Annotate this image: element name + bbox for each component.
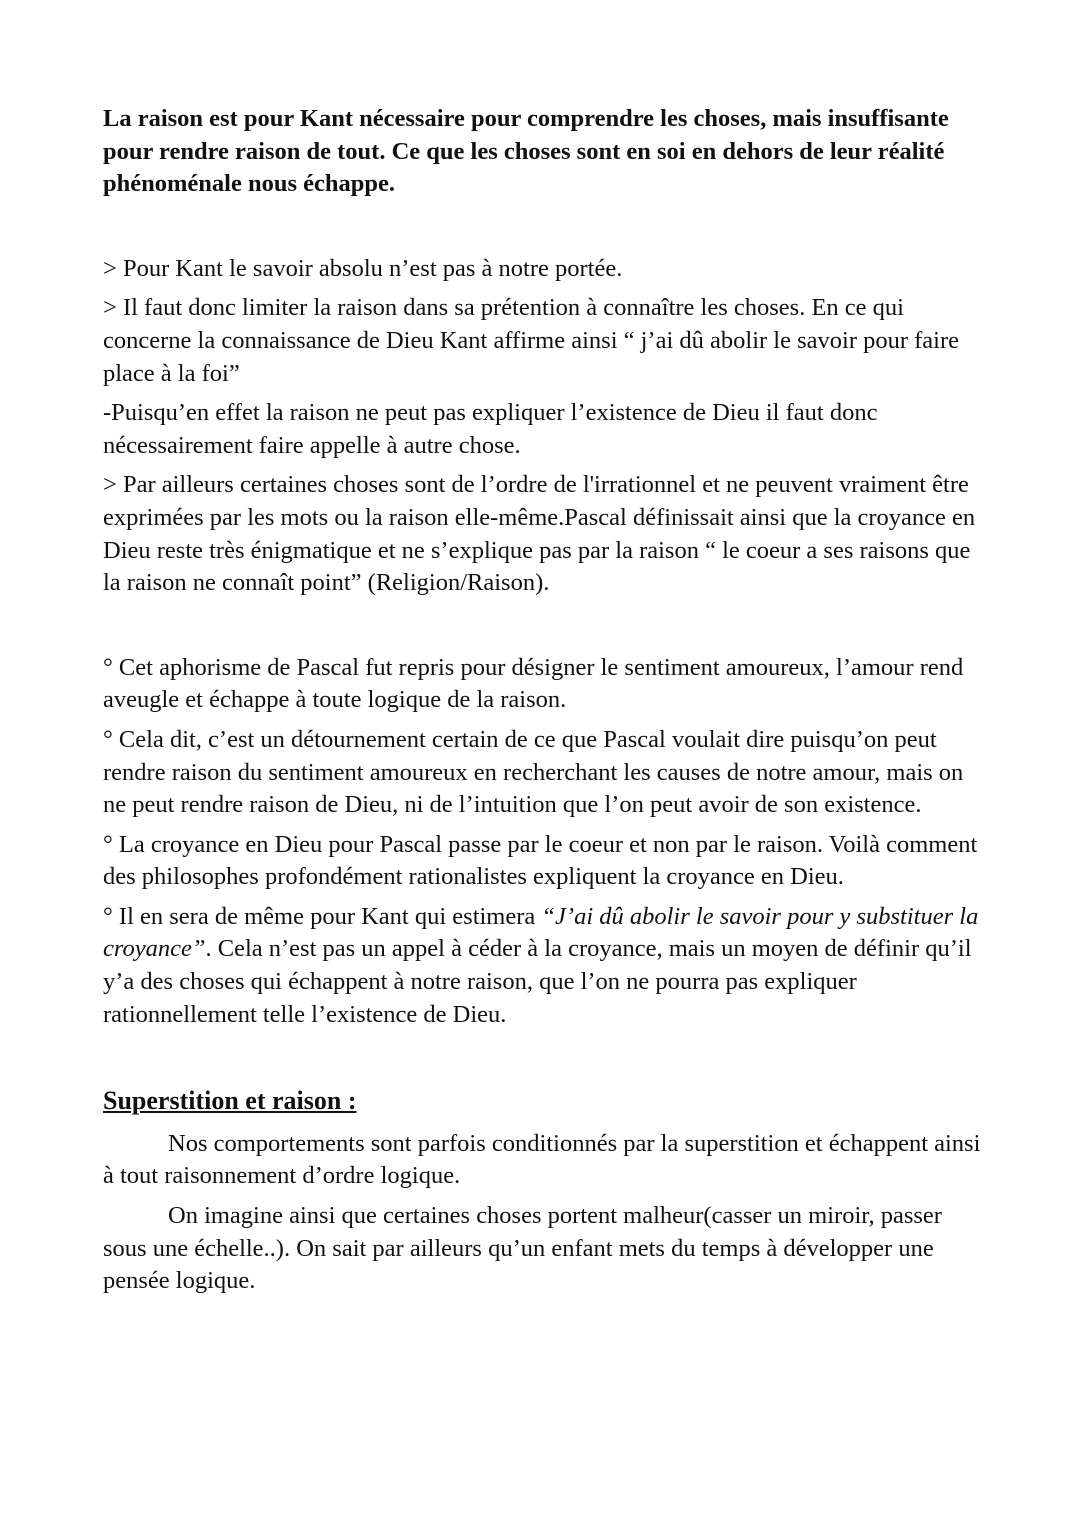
document-page: [103, 103, 983, 1298]
kant-quote-italic: “J’ai dû abolir le savoir pour y substituer la croyance”: [103, 902, 979, 963]
pascal-point-1: ° Cet aphorisme de Pascal fut repris pour désigner le sentiment amoureux, l’amour rend aveugle et échappe à toute logique de la raison.: [103, 653, 964, 714]
kant-point-1: > Pour Kant le savoir absolu n’est pas à notre portée.: [103, 254, 623, 282]
pascal-point-3: ° La croyance en Dieu pour Pascal passe par le coeur et non par le raison. Voilà comment des philosophes profondément rationalistes expliquent la croyance en Dieu.: [103, 830, 978, 891]
kant-point-3: -Puisqu’en effet la raison ne peut pas expliquer l’existence de Dieu il faut donc nécessairement faire appelle à autre chose.: [103, 399, 878, 459]
section-heading: Superstition et raison :: [103, 1086, 357, 1116]
kant-point-4: > Par ailleurs certaines choses sont de l’ordre de l'irrationnel et ne peuvent vraiment être exprimées par les mots ou la raison elle-même.Pascal définissait ainsi que la croyance en Dieu reste très énigmatique et ne s’explique pas par la raison “ le coeur a ses raisons que la raison ne connaît point” (Religion/Raison).: [103, 471, 976, 597]
pascal-point-2: ° Cela dit, c’est un détournement certain de ce que Pascal voulait dire puisqu’on peut rendre raison du sentiment amoureux en recherchant les causes de notre amour, mais on ne peut rendre raison de Dieu, ni de l’intuition que l’on peut avoir de son existence.: [103, 725, 964, 819]
kant-quote-point: [103, 901, 983, 1031]
kant-quote-before: ° Il en sera de même pour Kant qui estimera: [103, 902, 542, 930]
section-paragraph-1: Nos comportements sont parfois conditionnés par la superstition et échappent ainsi à tout raisonnement d’ordre logique.: [103, 1129, 981, 1190]
section-paragraph-2: On imagine ainsi que certaines choses portent malheur(casser un miroir, passer sous une échelle..). On sait par ailleurs qu’un enfant mets du temps à développer une pensée logique.: [103, 1202, 942, 1295]
kant-point-2: > Il faut donc limiter la raison dans sa prétention à connaître les choses. En ce qui concerne la connaissance de Dieu Kant affirme ainsi “ j’ai dû abolir le savoir pour faire place à la foi”: [103, 294, 960, 387]
kant-quote-after: . Cela n’est pas un appel à céder à la croyance, mais un moyen de définir qu’il y’a des choses qui échappent à notre raison, que l’on ne pourra pas expliquer rationnellement telle l’existence de Dieu.: [103, 935, 972, 1028]
intro-bold-paragraph: La raison est pour Kant nécessaire pour comprendre les choses, mais insuffisante pour rendre raison de tout. Ce que les choses sont en soi en dehors de leur réalité phénoménale nous échappe.: [103, 105, 949, 198]
